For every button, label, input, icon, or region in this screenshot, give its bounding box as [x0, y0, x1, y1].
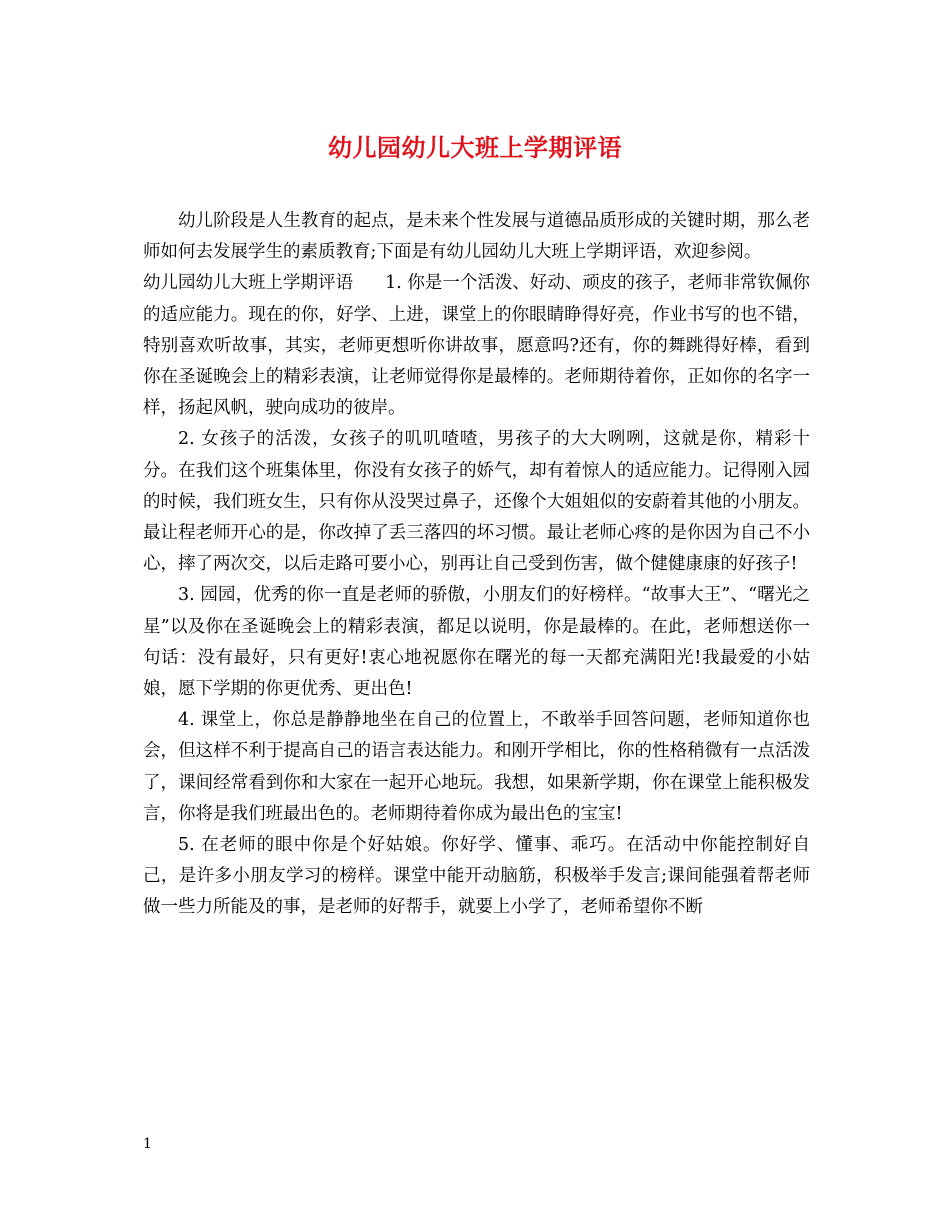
- document-title: 幼儿园幼儿大班上学期评语: [328, 133, 622, 162]
- comment-item-2: 2. 女孩子的活泼，女孩子的叽叽喳喳，男孩子的大大咧咧，这就是你，精彩十分。在我们这个班集体里，你没有女孩子的娇气，却有着惊人的适应能力。记得刚入园的时候，我们班女生，只有你从没哭过鼻子，还像个大姐姐似的安蔚着其他的小朋友。最让程老师开心的是，你改掉了丢三落四的坏习惯。最让老师心疼的是你因为自己不小心，摔了两次交，以后走路可要小心，别再让自己受到伤害，做个健健康康的好孩子!: [143, 429, 810, 575]
- comment-item-5: 5. 在老师的眼中你是个好姑娘。你好学、懂事、乖巧。在活动中你能控制好自己，是许多小朋友学习的榜样。课堂中能开动脑筋，积极举手发言;课间能强着帮老师做一些力所能及的事，是老师的好帮手，就要上小学了，老师希望你不断: [143, 835, 810, 918]
- comment-item-1: 1. 你是一个活泼、好动、顽皮的孩子，老师非常钦佩你的适应能力。现在的你，好学、上进，课堂上的你眼睛睁得好亮，作业书写的也不错，特别喜欢听故事，其实，老师更想听你讲故事，愿意吗?还有，你的舞跳得好棒，看到你在圣诞晚会上的精彩表演，让老师觉得你是最棒的。老师期待着你，正如你的名字一样，扬起风帆，驶向成功的彼岸。: [143, 273, 811, 419]
- comment-item-4: 4. 课堂上，你总是静静地坐在自己的位置上，不敢举手回答问题，老师知道你也会，但这样不利于提高自己的语言表达能力。和刚开学相比，你的性格稍微有一点活泼了，课间经常看到你和大家在一起开心地玩。我想，如果新学期，你在课堂上能积极发言，你将是我们班最出色的。老师期待着你成为最出色的宝宝!: [143, 710, 810, 824]
- intro-paragraph: 幼儿阶段是人生教育的起点，是未来个性发展与道德品质形成的关键时期，那么老师如何去发展学生的素质教育;下面是有幼儿园幼儿大班上学期评语，欢迎参阅。: [143, 211, 810, 263]
- section-label: 幼儿园幼儿大班上学期评语: [143, 273, 354, 294]
- comment-item-3: 3. 园园，优秀的你一直是老师的骄傲，小朋友们的好榜样。“故事大王”、“曙光之星”以及你在圣诞晚会上的精彩表演，都足以说明，你是最棒的。在此，老师想送你一句话：没有最好，只有更好!衷心地祝愿你在曙光的每一天都充满阳光!我最爱的小姑娘，愿下学期的你更优秀、更出色!: [143, 585, 810, 700]
- section-paragraph: [143, 268, 810, 424]
- document-body: [143, 206, 810, 924]
- page-number: 1: [143, 1136, 152, 1152]
